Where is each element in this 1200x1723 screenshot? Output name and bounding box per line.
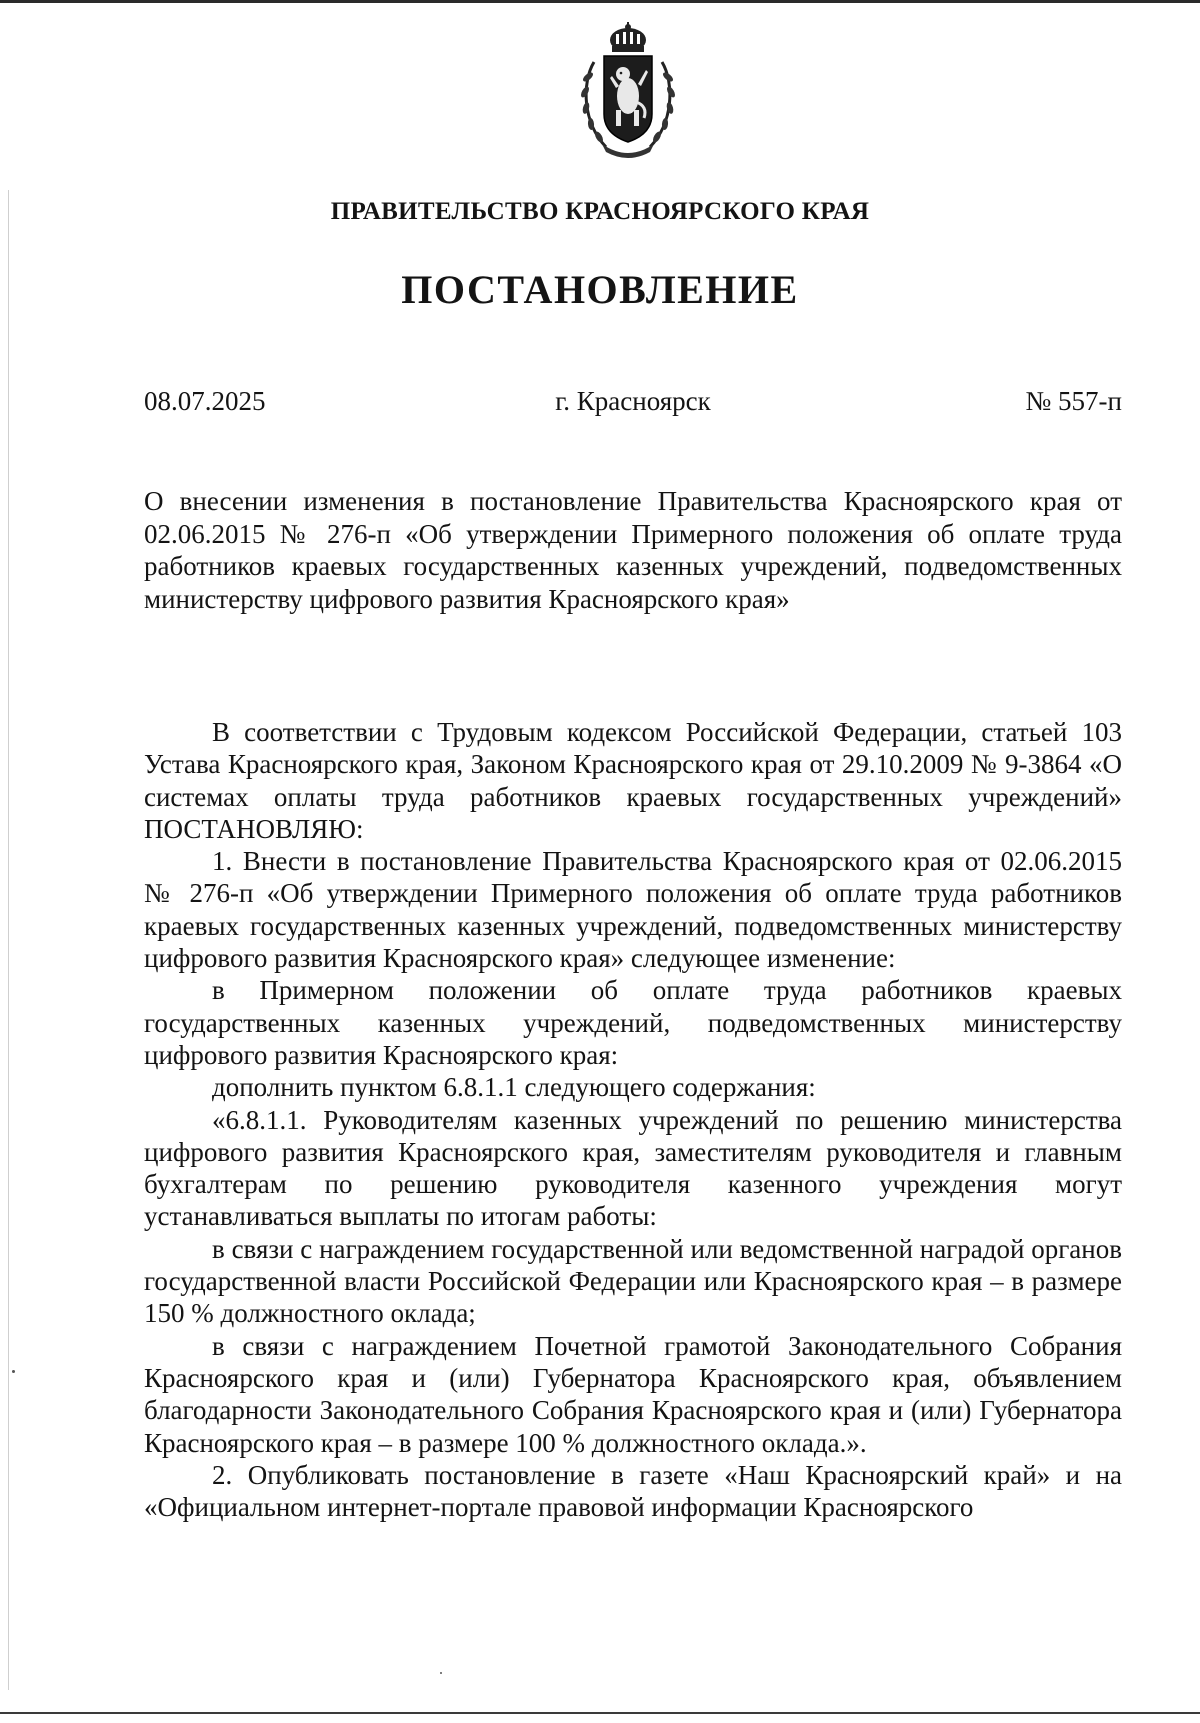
document-body: [144, 716, 1122, 1523]
scan-speck: [12, 1370, 15, 1373]
body-paragraph: 1. Внести в постановление Правительства Красноярского края от 02.06.2015 № 276-п «Об утверждении Примерного положения об оплате труда работников краевых государственных казенных учреждений, подведомственных министерству цифрового развития Красноярского края» следующее изменение:: [144, 846, 1122, 974]
body-paragraph: «6.8.1.1. Руководителям казенных учреждений по решению министерства цифрового развития Красноярского края, заместителям руководителя и главным бухгалтерам по решению руководителя казенного учреждения могут устанавливаться выплаты по итогам работы:: [144, 1104, 1122, 1232]
document-type-title: ПОСТАНОВЛЕНИЕ: [401, 267, 799, 312]
body-paragraph: 2. Опубликовать постановление в газете «Наш Красноярский край» и на «Официальном интернет-портале правовой информации Красноярского: [144, 1459, 1122, 1523]
page-edge-bottom: [0, 1712, 1200, 1714]
document-subject: О внесении изменения в постановление Правительства Красноярского края от 02.06.2015 № 276-п «Об утверждении Примерного положения об оплате труда работников краевых государственных казенных учреждений, подведомственных министерству цифрового развития Красноярского края»: [144, 486, 1122, 614]
scan-speck: [440, 1672, 442, 1674]
body-paragraph: В соответствии с Трудовым кодексом Российской Федерации, статьей 103 Устава Красноярского края, Законом Красноярского края от 29.10.2009 № 9-3864 «О системах оплаты труда работников краевых государственных учреждений» ПОСТАНОВЛЯЮ:: [144, 717, 1122, 844]
document-date: 08.07.2025: [144, 386, 266, 416]
document-number: № 557-п: [1025, 386, 1122, 416]
body-paragraph: в связи с награждением Почетной грамотой Законодательного Собрания Красноярского края и (или) Губернатора Красноярского края, объявлением благодарности Законодательного Собрания Красноярского края и (или) Губернатора Красноярского края – в размере 100 % должностного оклада.».: [144, 1330, 1122, 1458]
document-city: г. Красноярск: [555, 386, 711, 416]
body-paragraph: в связи с награждением государственной или ведомственной наградой органов государственной власти Российской Федерации или Красноярского края – в размере 150 % должностного оклада;: [144, 1233, 1122, 1329]
body-paragraph: в Примерном положении об оплате труда работников краевых государственных казенных учреждений, подведомственных министерству цифрового развития Красноярского края:: [144, 975, 1122, 1070]
body-paragraph: дополнить пунктом 6.8.1.1 следующего содержания:: [212, 1072, 816, 1103]
organization-title: ПРАВИТЕЛЬСТВО КРАСНОЯРСКОГО КРАЯ: [330, 198, 870, 225]
page-edge-top: [0, 0, 1200, 3]
coat-of-arms-emblem: [576, 22, 680, 162]
page-edge-left: [8, 190, 9, 1690]
